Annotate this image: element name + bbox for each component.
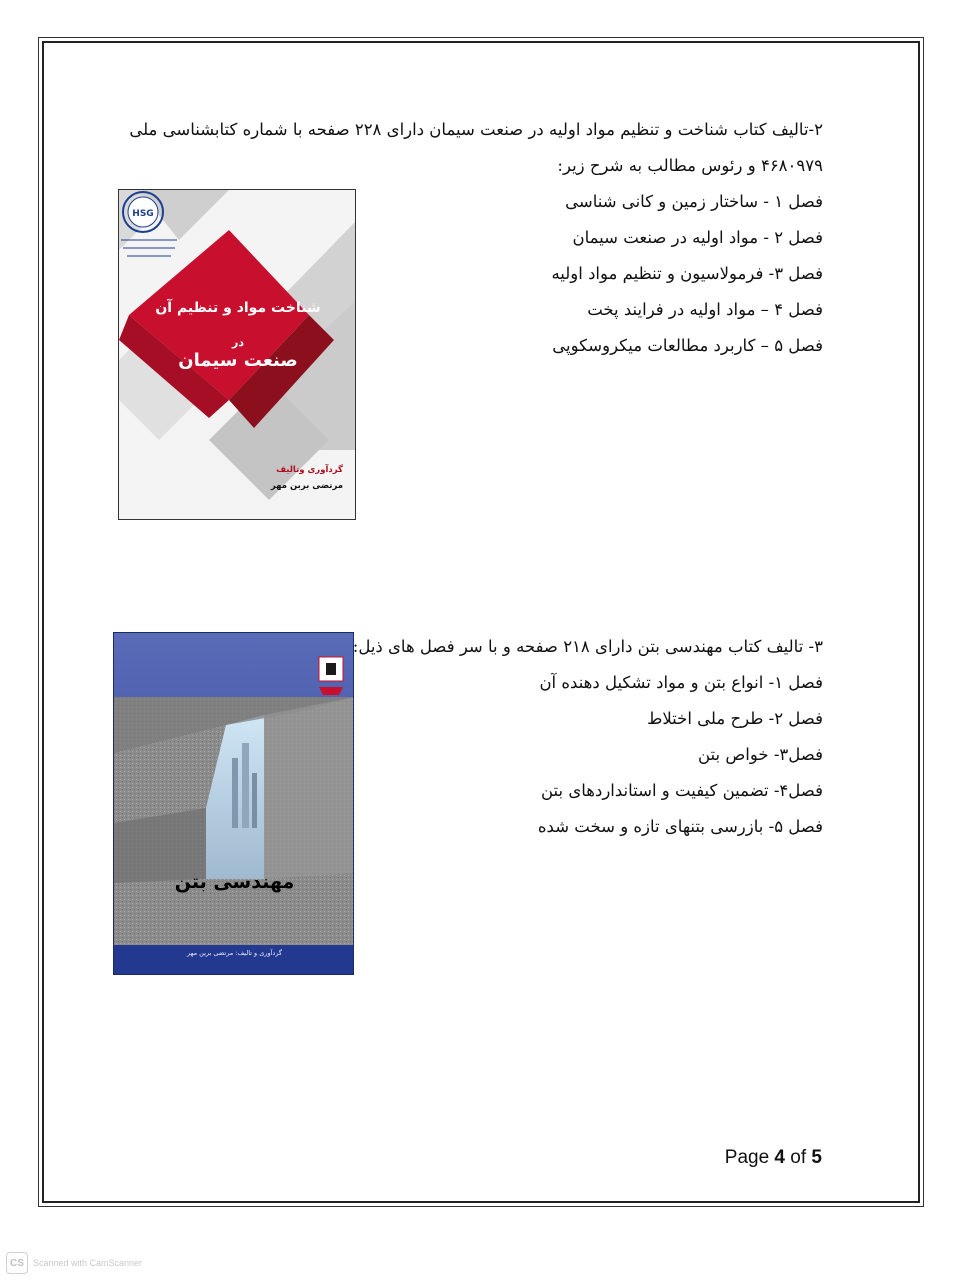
- book2-credit: گردآوری و تالیف: مرتضی برین مهر: [186, 949, 282, 957]
- book-cover-cement: [118, 189, 356, 520]
- section-2-line: ۴۶۸۰۹۷۹ و رئوس مطالب به شرح زیر:: [557, 156, 823, 175]
- chapter-item: فصل ۳- فرمولاسیون و تنظیم مواد اولیه: [551, 264, 823, 283]
- book1-credit-label: گردآوری وتالیف: [276, 465, 343, 475]
- chapter-item: فصل ۲- طرح ملی اختلاط: [647, 709, 823, 728]
- section-2-line: ۲-تالیف کتاب شناخت و تنظیم مواد اولیه در صنعت سیمان دارای ۲۲۸ صفحه با شماره کتابشناسی ملی: [129, 120, 823, 139]
- cover-graphic: [114, 633, 354, 975]
- chapter-item: فصل۴- تضمین کیفیت و استانداردهای بتن: [540, 781, 823, 800]
- camscanner-logo-icon: CS: [6, 1252, 28, 1274]
- book1-title-line2: در: [232, 336, 244, 349]
- page-current: 4: [774, 1147, 785, 1168]
- chapter-item: فصل۳- خواص بتن: [697, 745, 823, 764]
- page-total: 5: [811, 1147, 822, 1168]
- page-prefix: Page: [724, 1147, 770, 1168]
- book1-author: مرتضی بربن مهر: [270, 481, 343, 491]
- chapter-item: فصل ۵- بازرسی بتنهای تازه و سخت شده: [537, 817, 823, 836]
- book1-credit: [271, 462, 343, 494]
- publisher-logo-icon: [119, 190, 181, 268]
- chapter-item: فصل ۴ – مواد اولیه در فرایند پخت: [587, 300, 823, 319]
- book1-title-line1: شناخت مواد و تنظیم آن: [155, 300, 321, 316]
- book2-title: مهندسی بتن: [174, 871, 295, 893]
- page-of: of: [790, 1147, 807, 1168]
- chapter-item: فصل ۱- انواع بتن و مواد تشکیل دهنده آن: [539, 673, 823, 692]
- watermark-text: Scanned with CamScanner: [33, 1258, 143, 1268]
- scanner-watermark: [6, 1252, 142, 1274]
- chapter-item: فصل ۵ – کاربرد مطالعات میکروسکوپی: [552, 336, 823, 355]
- book1-title-line3: صنعت سیمان: [178, 350, 298, 371]
- book-cover-concrete: [113, 632, 354, 975]
- page-number: [725, 1147, 822, 1169]
- section-3-text: [353, 629, 823, 845]
- chapter-item: فصل ۲ - مواد اولیه در صنعت سیمان: [572, 228, 823, 247]
- svg-text:HSG: HSG: [132, 209, 154, 219]
- chapter-item: فصل ۱ - ساختار زمین و کانی شناسی: [565, 192, 823, 211]
- section-3-line: ۳- تالیف کتاب مهندسی بتن دارای ۲۱۸ صفحه و با سر فصل های ذیل:: [352, 637, 823, 656]
